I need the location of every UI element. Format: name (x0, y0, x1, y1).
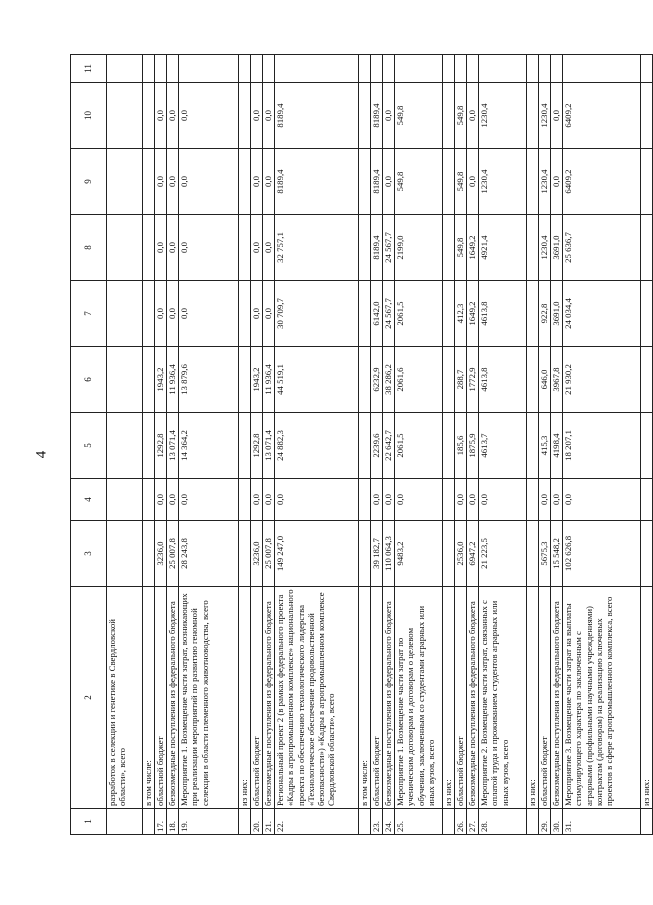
row-number-cell (527, 809, 539, 835)
table-row (467, 55, 479, 835)
table-row (251, 55, 263, 835)
value-cell (239, 215, 251, 281)
value-cell (641, 83, 653, 149)
table-row (455, 55, 467, 835)
row-label-cell: областной бюджет (539, 587, 551, 809)
value-cell: 0,0 (167, 149, 179, 215)
value-cell: 25 636,7 (563, 215, 641, 281)
value-cell: 0,0 (371, 479, 383, 521)
value-cell: 2061,5 (395, 281, 443, 347)
column-header-7: 7 (71, 281, 107, 347)
row-label-cell: из них: (239, 587, 251, 809)
row-number-cell: 18. (167, 809, 179, 835)
value-cell: 0,0 (455, 479, 467, 521)
value-cell: 3691,0 (551, 215, 563, 281)
row-number-cell: 29. (539, 809, 551, 835)
column-header-11: 11 (71, 55, 107, 83)
value-cell (107, 149, 143, 215)
value-cell (359, 281, 371, 347)
row-label-cell: Мероприятие 2. Возмещение части затрат, связанных с оплатой труда и проживанием студентов аграрных или иных вузов, всего (479, 587, 527, 809)
value-cell: 415,3 (539, 413, 551, 479)
value-cell: 39 182,7 (371, 521, 383, 587)
page-number: 4 (33, 450, 50, 459)
value-cell: 0,0 (479, 479, 527, 521)
value-cell: 14 364,2 (179, 413, 239, 479)
row-label-cell: разработок в селекции и генетике в Свердловской области», всего (107, 587, 143, 809)
table-row (383, 55, 395, 835)
value-cell: 21 930,2 (563, 347, 641, 413)
value-cell (107, 347, 143, 413)
value-cell: 6409,2 (563, 149, 641, 215)
value-cell: 0,0 (395, 479, 443, 521)
value-cell (455, 55, 467, 83)
value-cell: 0,0 (263, 215, 275, 281)
value-cell (443, 55, 455, 83)
value-cell: 0,0 (251, 281, 263, 347)
table-row (179, 55, 239, 835)
value-cell: 0,0 (275, 479, 359, 521)
row-label-cell: безвозмездные поступления из федерального бюджета (383, 587, 395, 809)
value-cell: 102 626,8 (563, 521, 641, 587)
value-cell (143, 83, 155, 149)
value-cell: 24 567,7 (383, 281, 395, 347)
value-cell: 4613,7 (479, 413, 527, 479)
value-cell: 549,8 (455, 215, 467, 281)
value-cell: 9483,2 (395, 521, 443, 587)
table-row (107, 55, 143, 835)
value-cell: 3967,8 (551, 347, 563, 413)
value-cell: 149 247,0 (275, 521, 359, 587)
row-number-cell (107, 809, 143, 835)
value-cell: 2061,5 (395, 413, 443, 479)
table-row (527, 55, 539, 835)
value-cell (239, 55, 251, 83)
value-cell: 25 007,8 (167, 521, 179, 587)
value-cell (239, 149, 251, 215)
value-cell: 0,0 (155, 149, 167, 215)
row-label-cell: безвозмездные поступления из федерального бюджета (263, 587, 275, 809)
column-header-1: 1 (71, 809, 107, 835)
value-cell: 0,0 (539, 479, 551, 521)
value-cell (527, 149, 539, 215)
value-cell (143, 149, 155, 215)
value-cell (143, 347, 155, 413)
value-cell: 0,0 (179, 215, 239, 281)
value-cell: 22 642,7 (383, 413, 395, 479)
value-cell: 0,0 (263, 83, 275, 149)
column-header-5: 5 (71, 413, 107, 479)
value-cell: 3236,0 (251, 521, 263, 587)
value-cell (107, 55, 143, 83)
value-cell (239, 479, 251, 521)
value-cell (641, 149, 653, 215)
row-label-cell: безвозмездные поступления из федерального бюджета (467, 587, 479, 809)
value-cell: 44 519,1 (275, 347, 359, 413)
value-cell (527, 413, 539, 479)
value-cell (527, 479, 539, 521)
value-cell: 922,8 (539, 281, 551, 347)
column-header-10: 10 (71, 83, 107, 149)
value-cell (359, 521, 371, 587)
value-cell (239, 347, 251, 413)
column-header-3: 3 (71, 521, 107, 587)
value-cell: 549,8 (395, 149, 443, 215)
value-cell: 30 709,7 (275, 281, 359, 347)
value-cell: 0,0 (263, 149, 275, 215)
value-cell: 8189,4 (371, 83, 383, 149)
row-number-cell: 24. (383, 809, 395, 835)
row-number-cell (443, 809, 455, 835)
value-cell: 11 936,4 (263, 347, 275, 413)
value-cell (641, 521, 653, 587)
value-cell (527, 281, 539, 347)
value-cell (539, 55, 551, 83)
value-cell: 288,7 (455, 347, 467, 413)
value-cell: 8189,4 (371, 149, 383, 215)
value-cell: 549,8 (455, 83, 467, 149)
value-cell: 0,0 (251, 83, 263, 149)
value-cell (527, 55, 539, 83)
table-row (167, 55, 179, 835)
row-label-cell: в том числе: (143, 587, 155, 809)
value-cell: 0,0 (155, 83, 167, 149)
table-row (641, 55, 653, 835)
table-row (395, 55, 443, 835)
value-cell: 0,0 (167, 215, 179, 281)
value-cell (107, 413, 143, 479)
value-cell: 0,0 (263, 479, 275, 521)
value-cell: 1230,4 (539, 83, 551, 149)
column-number-header-row (71, 55, 107, 835)
row-number-cell: 17. (155, 809, 167, 835)
value-cell (107, 521, 143, 587)
value-cell: 0,0 (155, 479, 167, 521)
value-cell (143, 479, 155, 521)
row-label-cell: Мероприятие 1. Возмещение части затрат, возникающих при реализации мероприятий по развитию геномной селекции в области племенного животноводства, всего (179, 587, 239, 809)
row-number-cell: 22. (275, 809, 359, 835)
value-cell: 15 548,2 (551, 521, 563, 587)
value-cell: 24 882,3 (275, 413, 359, 479)
value-cell: 1943,2 (155, 347, 167, 413)
value-cell: 0,0 (251, 149, 263, 215)
column-header-8: 8 (71, 215, 107, 281)
value-cell: 1230,4 (479, 149, 527, 215)
value-cell: 1230,4 (479, 83, 527, 149)
value-cell (443, 215, 455, 281)
value-cell: 13 071,4 (167, 413, 179, 479)
value-cell: 2061,6 (395, 347, 443, 413)
value-cell: 0,0 (251, 479, 263, 521)
budget-table (70, 54, 653, 835)
value-cell: 549,8 (455, 149, 467, 215)
table-row (563, 55, 641, 835)
value-cell: 0,0 (467, 149, 479, 215)
table-row (155, 55, 167, 835)
row-label-cell: областной бюджет (455, 587, 467, 809)
row-number-cell (143, 809, 155, 835)
table-row (263, 55, 275, 835)
value-cell (107, 215, 143, 281)
row-label-cell: в том числе: (359, 587, 371, 809)
value-cell: 0,0 (383, 149, 395, 215)
value-cell (443, 347, 455, 413)
value-cell: 32 757,1 (275, 215, 359, 281)
value-cell: 1230,4 (539, 149, 551, 215)
table-row (371, 55, 383, 835)
value-cell (443, 521, 455, 587)
value-cell (359, 83, 371, 149)
value-cell: 11 936,4 (167, 347, 179, 413)
value-cell: 4613,8 (479, 281, 527, 347)
value-cell: 6947,2 (467, 521, 479, 587)
value-cell: 1649,2 (467, 281, 479, 347)
value-cell (239, 83, 251, 149)
value-cell: 3691,0 (551, 281, 563, 347)
value-cell: 0,0 (563, 479, 641, 521)
value-cell (179, 55, 239, 83)
value-cell (107, 479, 143, 521)
row-number-cell: 28. (479, 809, 527, 835)
value-cell: 8189,4 (275, 83, 359, 149)
value-cell: 1875,9 (467, 413, 479, 479)
value-cell (641, 347, 653, 413)
value-cell (107, 281, 143, 347)
value-cell (641, 479, 653, 521)
value-cell: 0,0 (467, 479, 479, 521)
value-cell (641, 55, 653, 83)
value-cell: 1292,8 (155, 413, 167, 479)
value-cell (143, 55, 155, 83)
value-cell (527, 83, 539, 149)
value-cell: 549,8 (395, 83, 443, 149)
table-row (143, 55, 155, 835)
value-cell (563, 55, 641, 83)
value-cell: 24 567,7 (383, 215, 395, 281)
row-label-cell: из них: (527, 587, 539, 809)
table-row (275, 55, 359, 835)
value-cell: 412,3 (455, 281, 467, 347)
value-cell: 0,0 (383, 83, 395, 149)
row-number-cell: 20. (251, 809, 263, 835)
table-body (71, 55, 653, 835)
row-label-cell: из них: (641, 587, 653, 809)
value-cell: 0,0 (383, 479, 395, 521)
value-cell: 13 071,4 (263, 413, 275, 479)
value-cell: 0,0 (179, 83, 239, 149)
value-cell (443, 281, 455, 347)
value-cell (143, 521, 155, 587)
row-number-cell (239, 809, 251, 835)
table-row (443, 55, 455, 835)
value-cell (443, 413, 455, 479)
value-cell (395, 55, 443, 83)
value-cell: 1649,2 (467, 215, 479, 281)
value-cell: 24 034,4 (563, 281, 641, 347)
value-cell (641, 281, 653, 347)
value-cell: 6142,0 (371, 281, 383, 347)
value-cell (641, 413, 653, 479)
value-cell (239, 413, 251, 479)
value-cell (167, 55, 179, 83)
value-cell: 8189,4 (371, 215, 383, 281)
row-number-cell: 30. (551, 809, 563, 835)
row-number-cell: 27. (467, 809, 479, 835)
value-cell (107, 83, 143, 149)
value-cell (275, 55, 359, 83)
value-cell: 0,0 (251, 215, 263, 281)
value-cell (443, 83, 455, 149)
value-cell: 0,0 (551, 479, 563, 521)
value-cell: 0,0 (167, 281, 179, 347)
value-cell (359, 479, 371, 521)
value-cell (263, 55, 275, 83)
value-cell (359, 215, 371, 281)
value-cell (239, 281, 251, 347)
value-cell (359, 149, 371, 215)
value-cell (359, 55, 371, 83)
value-cell (527, 347, 539, 413)
value-cell: 0,0 (167, 83, 179, 149)
value-cell (467, 55, 479, 83)
column-header-9: 9 (71, 149, 107, 215)
row-number-cell: 31. (563, 809, 641, 835)
value-cell (239, 521, 251, 587)
value-cell: 4613,8 (479, 347, 527, 413)
value-cell: 21 223,5 (479, 521, 527, 587)
value-cell: 3236,0 (155, 521, 167, 587)
value-cell: 1230,4 (539, 215, 551, 281)
value-cell (155, 55, 167, 83)
value-cell (371, 55, 383, 83)
value-cell: 0,0 (179, 281, 239, 347)
value-cell (551, 55, 563, 83)
value-cell: 185,6 (455, 413, 467, 479)
value-cell: 25 007,8 (263, 521, 275, 587)
value-cell (143, 413, 155, 479)
row-label-cell: областной бюджет (155, 587, 167, 809)
value-cell (251, 55, 263, 83)
row-number-cell: 25. (395, 809, 443, 835)
row-label-cell: Мероприятие 3. Возмещение части затрат на выплаты стимулирующего характера по заключенным с аграрными (профильными научными учреждениями) контрактам (договорам) на реализацию ключевых проектов в сфере агропромышленного комплекса, всего (563, 587, 641, 809)
value-cell: 13 879,6 (179, 347, 239, 413)
value-cell (527, 521, 539, 587)
value-cell: 6232,9 (371, 347, 383, 413)
value-cell (359, 413, 371, 479)
row-label-cell: из них: (443, 587, 455, 809)
value-cell (641, 215, 653, 281)
value-cell: 0,0 (167, 479, 179, 521)
value-cell: 0,0 (179, 149, 239, 215)
value-cell: 2536,0 (455, 521, 467, 587)
value-cell: 110 064,3 (383, 521, 395, 587)
value-cell: 18 207,1 (563, 413, 641, 479)
row-number-cell: 19. (179, 809, 239, 835)
value-cell: 5675,3 (539, 521, 551, 587)
value-cell: 0,0 (155, 215, 167, 281)
rotated-table-container (70, 55, 651, 835)
value-cell (143, 281, 155, 347)
value-cell: 6409,2 (563, 83, 641, 149)
value-cell: 0,0 (467, 83, 479, 149)
value-cell: 8189,4 (275, 149, 359, 215)
table-row (239, 55, 251, 835)
row-label-cell: Мероприятие 1. Возмещение части затрат по ученическим договорам и договорам о целевом обучении, заключенным со студентами аграрных или иных вузов, всего (395, 587, 443, 809)
value-cell: 0,0 (551, 149, 563, 215)
row-label-cell: Региональный проект 2 (в рамках федерального проекта «Кадры в агропромышленном комплексе» национального проекта по обеспечению технологического лидерства «Технологическое обеспечение продовольственной безопасности») «Кадры в агропромышленном комплексе Свердловской области», всего (275, 587, 359, 809)
row-number-cell: 23. (371, 809, 383, 835)
value-cell: 4921,4 (479, 215, 527, 281)
value-cell: 28 243,8 (179, 521, 239, 587)
value-cell: 38 286,2 (383, 347, 395, 413)
value-cell: 0,0 (263, 281, 275, 347)
row-label-cell: безвозмездные поступления из федерального бюджета (551, 587, 563, 809)
row-number-cell (641, 809, 653, 835)
value-cell (443, 479, 455, 521)
table-row (551, 55, 563, 835)
row-label-cell: безвозмездные поступления из федерального бюджета (167, 587, 179, 809)
row-number-cell: 26. (455, 809, 467, 835)
value-cell (383, 55, 395, 83)
value-cell: 1772,9 (467, 347, 479, 413)
value-cell: 0,0 (179, 479, 239, 521)
value-cell (359, 347, 371, 413)
value-cell: 0,0 (551, 83, 563, 149)
value-cell: 4198,4 (551, 413, 563, 479)
row-label-cell: областной бюджет (371, 587, 383, 809)
value-cell: 1292,8 (251, 413, 263, 479)
value-cell (479, 55, 527, 83)
value-cell: 646,0 (539, 347, 551, 413)
column-header-4: 4 (71, 479, 107, 521)
column-header-6: 6 (71, 347, 107, 413)
value-cell (527, 215, 539, 281)
table-row (479, 55, 527, 835)
value-cell (143, 215, 155, 281)
row-number-cell: 21. (263, 809, 275, 835)
table-row (359, 55, 371, 835)
row-number-cell (359, 809, 371, 835)
value-cell: 2239,6 (371, 413, 383, 479)
value-cell (443, 149, 455, 215)
row-label-cell: областной бюджет (251, 587, 263, 809)
value-cell: 1943,2 (251, 347, 263, 413)
value-cell: 0,0 (155, 281, 167, 347)
column-header-2: 2 (71, 587, 107, 809)
value-cell: 2199,0 (395, 215, 443, 281)
table-row (539, 55, 551, 835)
